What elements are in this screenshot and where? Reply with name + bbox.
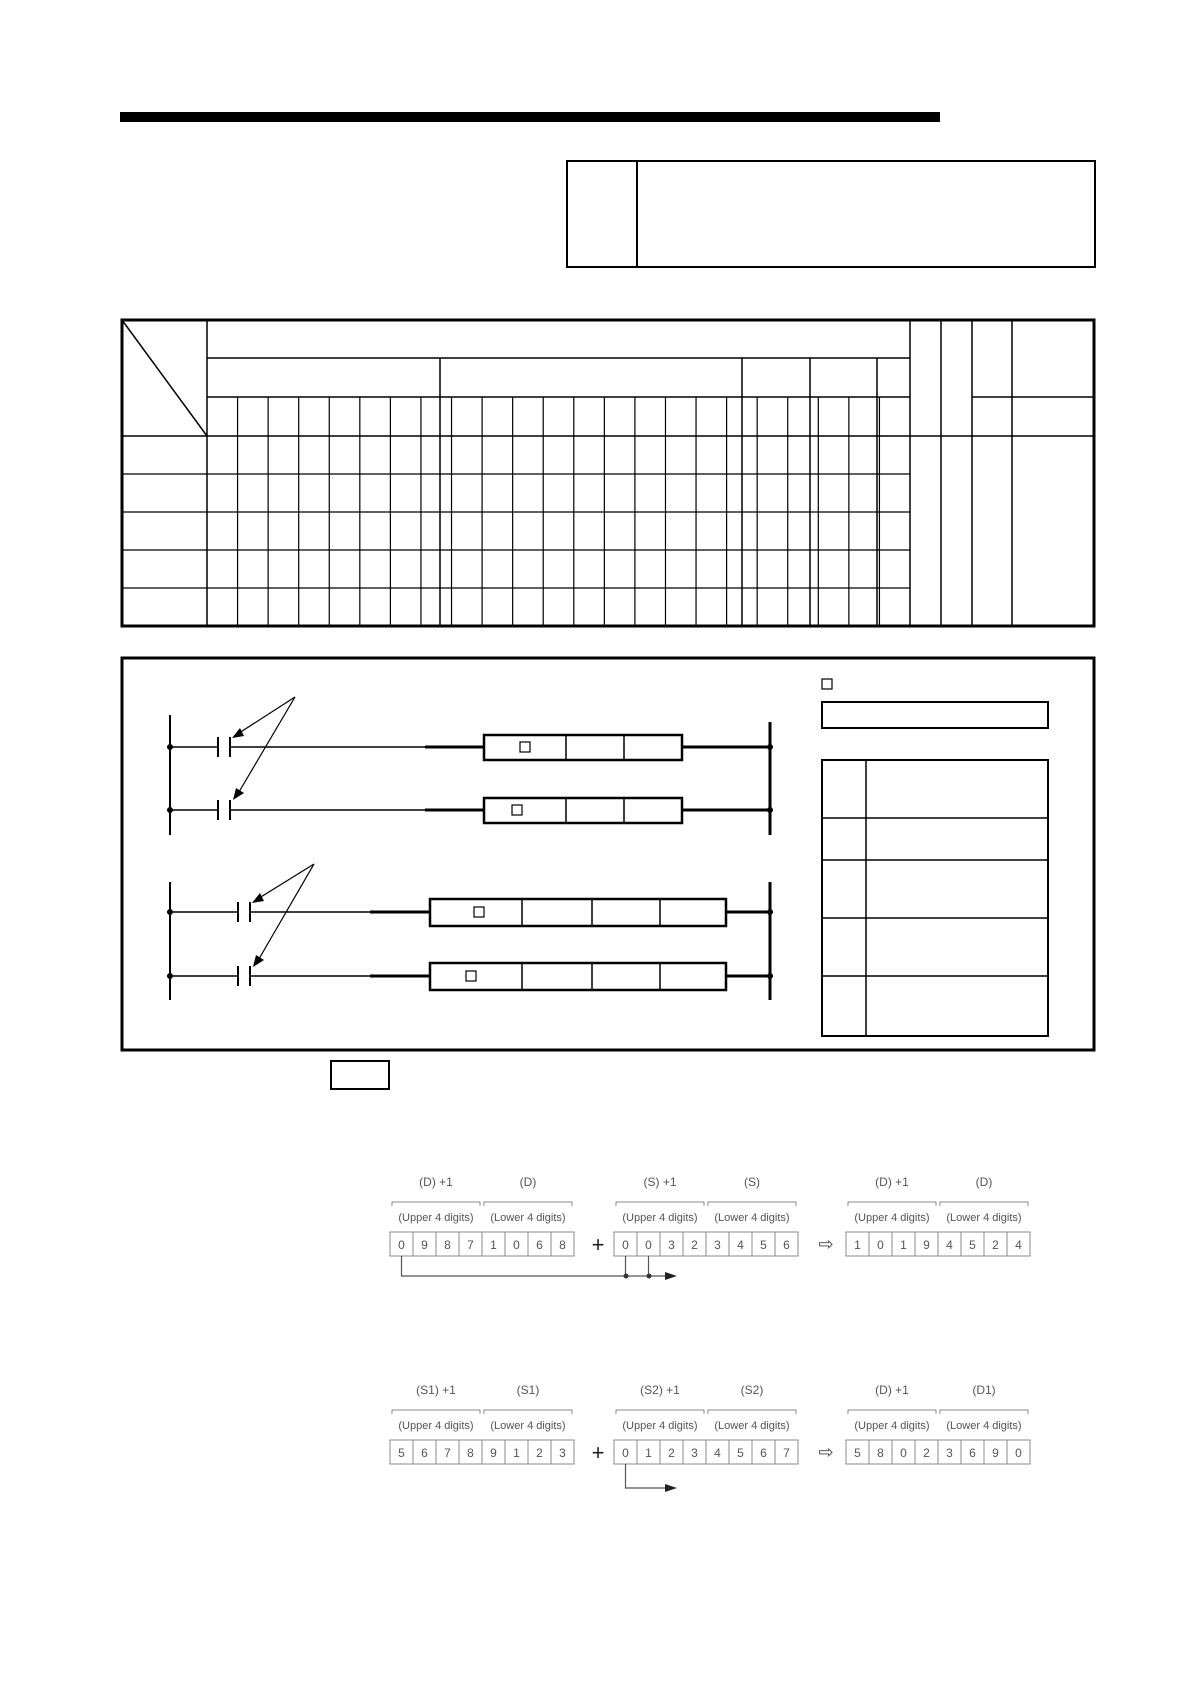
digit: 6 [760, 1446, 767, 1460]
digit: 4 [714, 1446, 721, 1460]
digit-brace [708, 1410, 796, 1414]
arrow-head [665, 1272, 677, 1280]
digit: 3 [668, 1238, 675, 1252]
digit: 4 [737, 1238, 744, 1252]
digit: 0 [622, 1238, 629, 1252]
digit: 3 [946, 1446, 953, 1460]
digit: 8 [559, 1238, 566, 1252]
digit: 7 [467, 1238, 474, 1252]
digit: 1 [490, 1238, 497, 1252]
digit-brace [484, 1202, 572, 1206]
digit: 8 [444, 1238, 451, 1252]
digit-brace [484, 1410, 572, 1414]
digit-brace [708, 1202, 796, 1206]
digit-brace [616, 1202, 704, 1206]
digit: 4 [946, 1238, 953, 1252]
group-label: (S1) +1 [416, 1383, 456, 1397]
digit: 0 [1015, 1446, 1022, 1460]
group-label: (D) [975, 1175, 993, 1189]
digit: 5 [737, 1446, 744, 1460]
digit: 1 [513, 1446, 520, 1460]
digit: 3 [691, 1446, 698, 1460]
sub-label: (Lower 4 digits) [946, 1212, 1022, 1224]
digit-brace [848, 1410, 936, 1414]
digit-brace [848, 1202, 936, 1206]
digit: 9 [490, 1446, 497, 1460]
group-label: (S1) [516, 1383, 540, 1397]
digit: 1 [900, 1238, 907, 1252]
digit: 1 [645, 1446, 652, 1460]
digit: 0 [900, 1446, 907, 1460]
result-arrow: ⇨ [818, 1234, 834, 1254]
digit-brace [940, 1202, 1028, 1206]
sub-label: (Upper 4 digits) [398, 1420, 474, 1432]
plus-sign: + [591, 1232, 605, 1257]
sub-label: (Lower 4 digits) [490, 1212, 566, 1224]
digit: 1 [854, 1238, 861, 1252]
sub-label: (Upper 4 digits) [398, 1212, 474, 1224]
digit: 8 [877, 1446, 884, 1460]
digit: 0 [513, 1238, 520, 1252]
group-label: (S) [744, 1175, 760, 1189]
result-arrow: ⇨ [818, 1442, 834, 1462]
sub-label: (Lower 4 digits) [490, 1420, 566, 1432]
digit: 3 [559, 1446, 566, 1460]
digit: 7 [783, 1446, 790, 1460]
group-label: (S2) +1 [640, 1383, 680, 1397]
group-label: (D) +1 [419, 1175, 453, 1189]
digit: 6 [536, 1238, 543, 1252]
digit-brace [392, 1202, 480, 1206]
digit: 6 [969, 1446, 976, 1460]
digit: 0 [398, 1238, 405, 1252]
group-label: (D1) [972, 1383, 996, 1397]
group-label: (D) [519, 1175, 537, 1189]
digit: 9 [923, 1238, 930, 1252]
plus-sign: + [591, 1440, 605, 1465]
digit: 0 [622, 1446, 629, 1460]
digit: 9 [992, 1446, 999, 1460]
sub-label: (Upper 4 digits) [854, 1420, 930, 1432]
digit: 6 [783, 1238, 790, 1252]
sub-label: (Lower 4 digits) [714, 1212, 790, 1224]
digit: 2 [992, 1238, 999, 1252]
digit: 5 [760, 1238, 767, 1252]
digit: 5 [398, 1446, 405, 1460]
sub-label: (Lower 4 digits) [946, 1420, 1022, 1432]
digit: 0 [877, 1238, 884, 1252]
sub-label: (Upper 4 digits) [622, 1420, 698, 1432]
digit: 7 [444, 1446, 451, 1460]
sub-label: (Upper 4 digits) [622, 1212, 698, 1224]
digit: 4 [1015, 1238, 1022, 1252]
digit: 6 [421, 1446, 428, 1460]
sub-label: (Upper 4 digits) [854, 1212, 930, 1224]
digit: 5 [854, 1446, 861, 1460]
digit-brace [392, 1410, 480, 1414]
group-label: (S) +1 [643, 1175, 677, 1189]
group-label: (D) +1 [875, 1383, 909, 1397]
digit: 0 [645, 1238, 652, 1252]
addition-diagram-2 [390, 1383, 1030, 1492]
group-label: (D) +1 [875, 1175, 909, 1189]
group-label: (S2) [740, 1383, 764, 1397]
digit-brace [940, 1410, 1028, 1414]
digit: 3 [714, 1238, 721, 1252]
digit: 2 [691, 1238, 698, 1252]
carry-line [626, 1464, 666, 1488]
digit: 8 [467, 1446, 474, 1460]
addition-diagram-1 [390, 1175, 1030, 1280]
digit: 2 [536, 1446, 543, 1460]
digit-brace [616, 1410, 704, 1414]
digit: 2 [923, 1446, 930, 1460]
digit: 2 [668, 1446, 675, 1460]
arrow-head [665, 1484, 677, 1492]
sub-label: (Lower 4 digits) [714, 1420, 790, 1432]
digit: 9 [421, 1238, 428, 1252]
digit: 5 [969, 1238, 976, 1252]
